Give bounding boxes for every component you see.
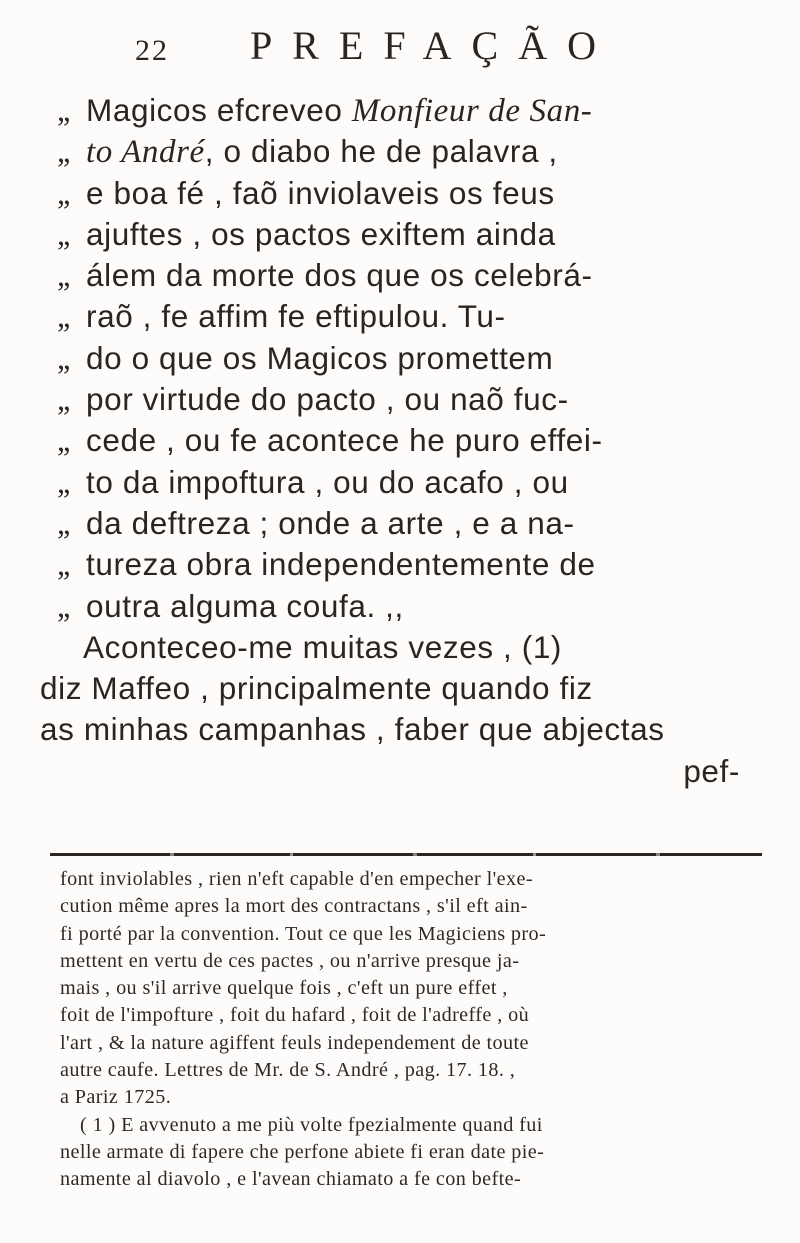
quote-mark: ,, xyxy=(57,423,69,459)
footnote-line: nelle armate di fapere che perfone abiete fi eran date pie- xyxy=(60,1140,545,1163)
quote-mark: ,, xyxy=(57,175,69,211)
text-line: ,, outra alguma coufa. ,, xyxy=(40,586,780,627)
quote-mark: ,, xyxy=(57,258,69,294)
footnote-line: fi porté par la convention. Tout ce que les Magiciens pro- xyxy=(60,922,547,945)
running-head: PREFAÇÃO xyxy=(250,23,616,68)
text-line: diz Maffeo , principalmente quando fiz xyxy=(40,670,593,707)
quote-mark: ,, xyxy=(57,93,69,128)
text-line: ,, da deftreza ; onde a arte , e a na- xyxy=(40,503,780,544)
page-header xyxy=(130,22,690,72)
text-line: ,, do o que os Magicos promettem xyxy=(40,338,780,379)
quote-mark: ,, xyxy=(57,134,69,170)
text-line: ,, ajuftes , os pactos exiftem ainda xyxy=(40,214,780,255)
footnote-divider xyxy=(50,853,762,856)
footnote-line: a Pariz 1725. xyxy=(60,1086,172,1109)
catchword: pef- xyxy=(683,752,740,789)
quote-mark: ,, xyxy=(57,464,69,500)
text-line: as minhas campanhas , faber que abjectas xyxy=(40,711,665,748)
quote-mark: ,, xyxy=(57,547,69,583)
footnote-line: cution même apres la mort des contractans , s'il eft ain- xyxy=(60,895,528,918)
italic-name: Monfieur de San- xyxy=(351,93,593,129)
footnote-line: mettent en vertu de ces pactes , ou n'arrive presque ja- xyxy=(60,949,520,972)
footnote-line: autre caufe. Lettres de Mr. de S. André , pag. 17. 18. , xyxy=(60,1059,516,1082)
footnote-line: l'art , & la nature agiffent feuls independement de toute xyxy=(60,1031,529,1054)
text-line: ,, tureza obra independentemente de xyxy=(40,544,780,585)
footnote-line: namente al diavolo , e l'avean chiamato a fe con befte- xyxy=(60,1168,522,1191)
footnote-line: ( 1 ) E avvenuto a me più volte fpezialmente quand fui xyxy=(80,1113,543,1136)
footnote-line: font inviolables , rien n'eft capable d'en empecher l'exe- xyxy=(60,868,533,890)
italic-name: to André xyxy=(86,134,205,171)
quote-mark: ,, xyxy=(57,340,69,376)
quote-mark: ,, xyxy=(57,299,69,335)
quote-mark: ,, xyxy=(57,505,69,541)
text-line: ,, to André, o diabo he de palavra , xyxy=(40,131,780,172)
footnotes xyxy=(60,866,772,1194)
footnote-line: foit de l'impofture , foit du hafard , foit de l'adreffe , où xyxy=(60,1004,530,1027)
text-line: ,, raõ , fe affim fe eftipulou. Tu- xyxy=(40,296,780,337)
footnote-line: mais , ou s'il arrive quelque fois , c'eft un pure effet , xyxy=(60,977,508,1000)
quote-mark: ,, xyxy=(57,588,69,624)
text-line: ,, álem da morte dos que os celebrá- xyxy=(40,255,780,296)
main-text xyxy=(40,90,780,792)
text-line: ,, to da impoftura , ou do acafo , ou xyxy=(40,462,780,503)
text-line: Aconteceo-me muitas vezes , (1) xyxy=(83,628,563,665)
quote-mark: ,, xyxy=(57,216,69,252)
text-line: ,, por virtude do pacto , ou naõ fuc- xyxy=(40,379,780,420)
page-number: 22 xyxy=(135,34,169,67)
quote-mark: ,, xyxy=(57,382,69,418)
text-line: ,, cede , ou fe acontece he puro effei- xyxy=(40,420,780,461)
text-line: ,, Magicos efcreveo Monfieur de San- xyxy=(40,90,780,131)
text-line: ,, e boa fé , faõ inviolaveis os feus xyxy=(40,173,780,214)
